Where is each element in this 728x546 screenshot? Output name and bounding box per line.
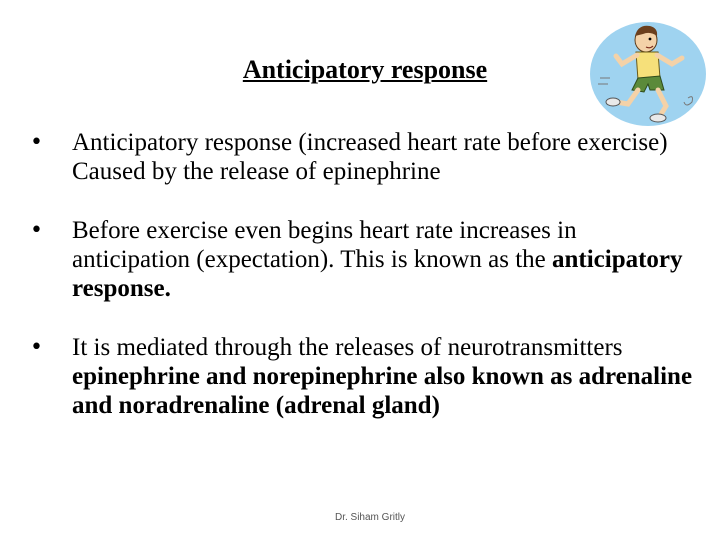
bullet-text: It is mediated through the releases of neurotransmitters xyxy=(72,334,623,361)
running-man-icon xyxy=(588,18,712,128)
bullet-glyph: • xyxy=(30,130,43,155)
bullet-item xyxy=(28,333,698,420)
bullet-item xyxy=(28,216,698,303)
bullet-glyph: • xyxy=(30,335,43,360)
bullet-glyph: • xyxy=(30,218,43,243)
bullet-text: Anticipatory response (increased heart rate before exercise) Caused by the release of epinephrine xyxy=(72,129,668,185)
slide-title: Anticipatory response xyxy=(242,55,488,84)
bullet-list xyxy=(28,128,698,450)
bullet-text-bold: anticipatory response. xyxy=(72,246,683,302)
bullet-text: Before exercise even begins heart rate increases in anticipation (expectation). This is known as the xyxy=(72,217,577,273)
footer-author: Dr. Siham Gritly xyxy=(334,512,405,523)
bullet-text-bold: epinephrine and norepinephrine also known as adrenaline and noradrenaline (adrenal gland) xyxy=(72,363,693,419)
bullet-item xyxy=(28,128,698,186)
